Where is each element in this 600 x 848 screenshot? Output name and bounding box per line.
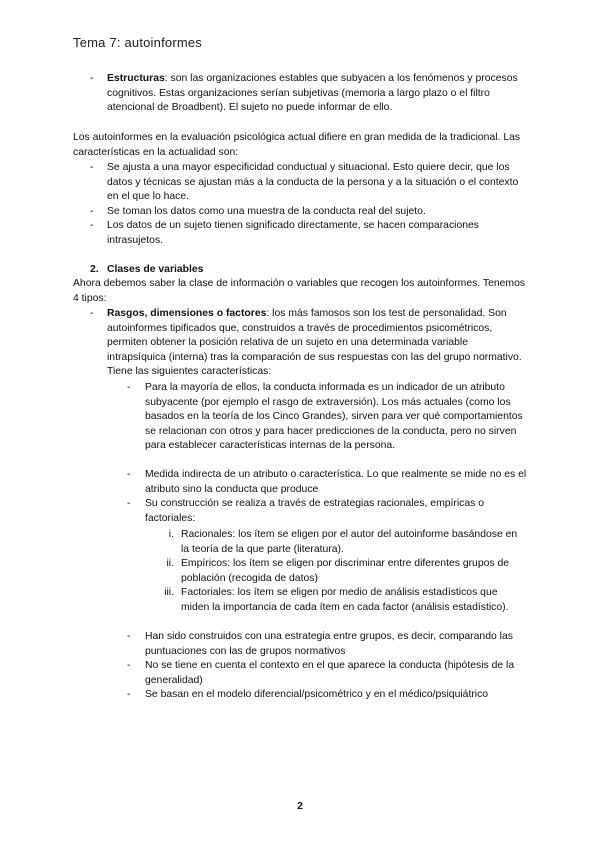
bullet-marker: -	[127, 469, 131, 480]
bullet-marker: -	[90, 162, 94, 173]
page-header: Tema 7: autoinformes	[73, 35, 203, 50]
bullet-marker: -	[127, 382, 131, 393]
rasgos-item	[107, 307, 527, 380]
bullet-marker: -	[90, 73, 94, 84]
roman-numeral: ii.	[166, 558, 174, 569]
structures-term: Estructuras	[107, 73, 165, 84]
section-intro: Ahora debemos saber la clase de información o variables que recogen los autoinformes. Tenemos 4 tipos:	[73, 278, 526, 304]
bullet-marker: -	[90, 308, 94, 319]
feature-item: Los datos de un sujeto tienen significado directamente, se hacen comparaciones intrasujetos.	[107, 220, 479, 246]
rasgos-feature: Se basan en el modelo diferencial/psicométrico y en el médico/psiquiátrico	[145, 689, 489, 700]
rasgos-feature: Medida indirecta de un atributo o característica. Lo que realmente se mide no es el atributo sino la conducta que produce	[145, 469, 527, 495]
bullet-marker: -	[90, 220, 94, 231]
bullet-marker: -	[127, 631, 131, 642]
rasgos-feature: Para la mayoría de ellos, la conducta informada es un indicador de un atributo subyacente (por ejemplo el rasgo de extraversión). Los más actuales (como los basados en la teoría de los Cinco Grandes), sirven para ver qué comportamientos se relacionan con otros y para hacer predicciones de la conducta, pero no sirven para establecer características internas de la persona.	[145, 382, 523, 452]
intro-paragraph: Los autoinformes en la evaluación psicológica actual difiere en gran medida de la tradicional. Las características en la actualidad son:	[73, 132, 521, 158]
roman-numeral: iii.	[164, 587, 174, 598]
bullet-marker: -	[90, 206, 94, 217]
section-number: 2.	[90, 264, 99, 275]
strategy-item: Factoriales: los ítem se eligen por medio de análisis estadísticos que miden la importancia de cada ítem en cada factor (análisis estadístico).	[181, 587, 509, 613]
bullet-marker: -	[127, 660, 131, 671]
bullet-marker: -	[127, 689, 131, 700]
strategy-item: Empíricos: los ítem se eligen por discriminar entre diferentes grupos de población (recogida de datos)	[181, 558, 510, 584]
structures-text: : son las organizaciones estables que subyacen a los fenómenos y procesos cognitivos. Estas organizaciones serían subjetivas (memoria a largo plazo o el filtro atencional de Broadbent). El sujeto no puede informar de ello.	[107, 73, 518, 114]
rasgos-feature: Han sido construidos con una estrategia entre grupos, es decir, comparando las puntuaciones con las de grupos normativos	[145, 631, 513, 657]
feature-item: Se toman los datos como una muestra de la conducta real del sujeto.	[107, 206, 426, 217]
structures-item	[107, 72, 527, 116]
rasgos-feature: No se tiene en cuenta el contexto en el que aparece la conducta (hipótesis de la generalidad)	[145, 660, 515, 686]
feature-item: Se ajusta a una mayor especificidad conductual y situacional. Esto quiere decir, que los datos y técnicas se ajustan más a la conducta de la persona y a la situación o el contexto en el que lo hace.	[107, 162, 519, 203]
strategy-item: Racionales: los ítem se eligen por el autor del autoinforme basándose en la teoría de la que parte (literatura).	[181, 529, 518, 555]
section-heading: Clases de variables	[107, 264, 204, 275]
rasgos-term: Rasgos, dimensiones o factores	[107, 308, 267, 319]
rasgos-text: : los más famosos son los test de personalidad. Son autoinformes tipificados que, construidos a través de procedimientos psicométricos, permiten obtener la posición relativa de un sujeto en una determinada variable intrapsíquica (interna) tras la comparación de sus respuestas con las del grupo normativo. Tiene las siguientes características:	[107, 308, 522, 378]
rasgos-feature: Su construcción se realiza a través de estrategias racionales, empíricas o factoriales:	[145, 498, 485, 524]
page-number: 2	[297, 800, 303, 812]
roman-numeral: i.	[168, 529, 174, 540]
bullet-marker: -	[127, 498, 131, 509]
